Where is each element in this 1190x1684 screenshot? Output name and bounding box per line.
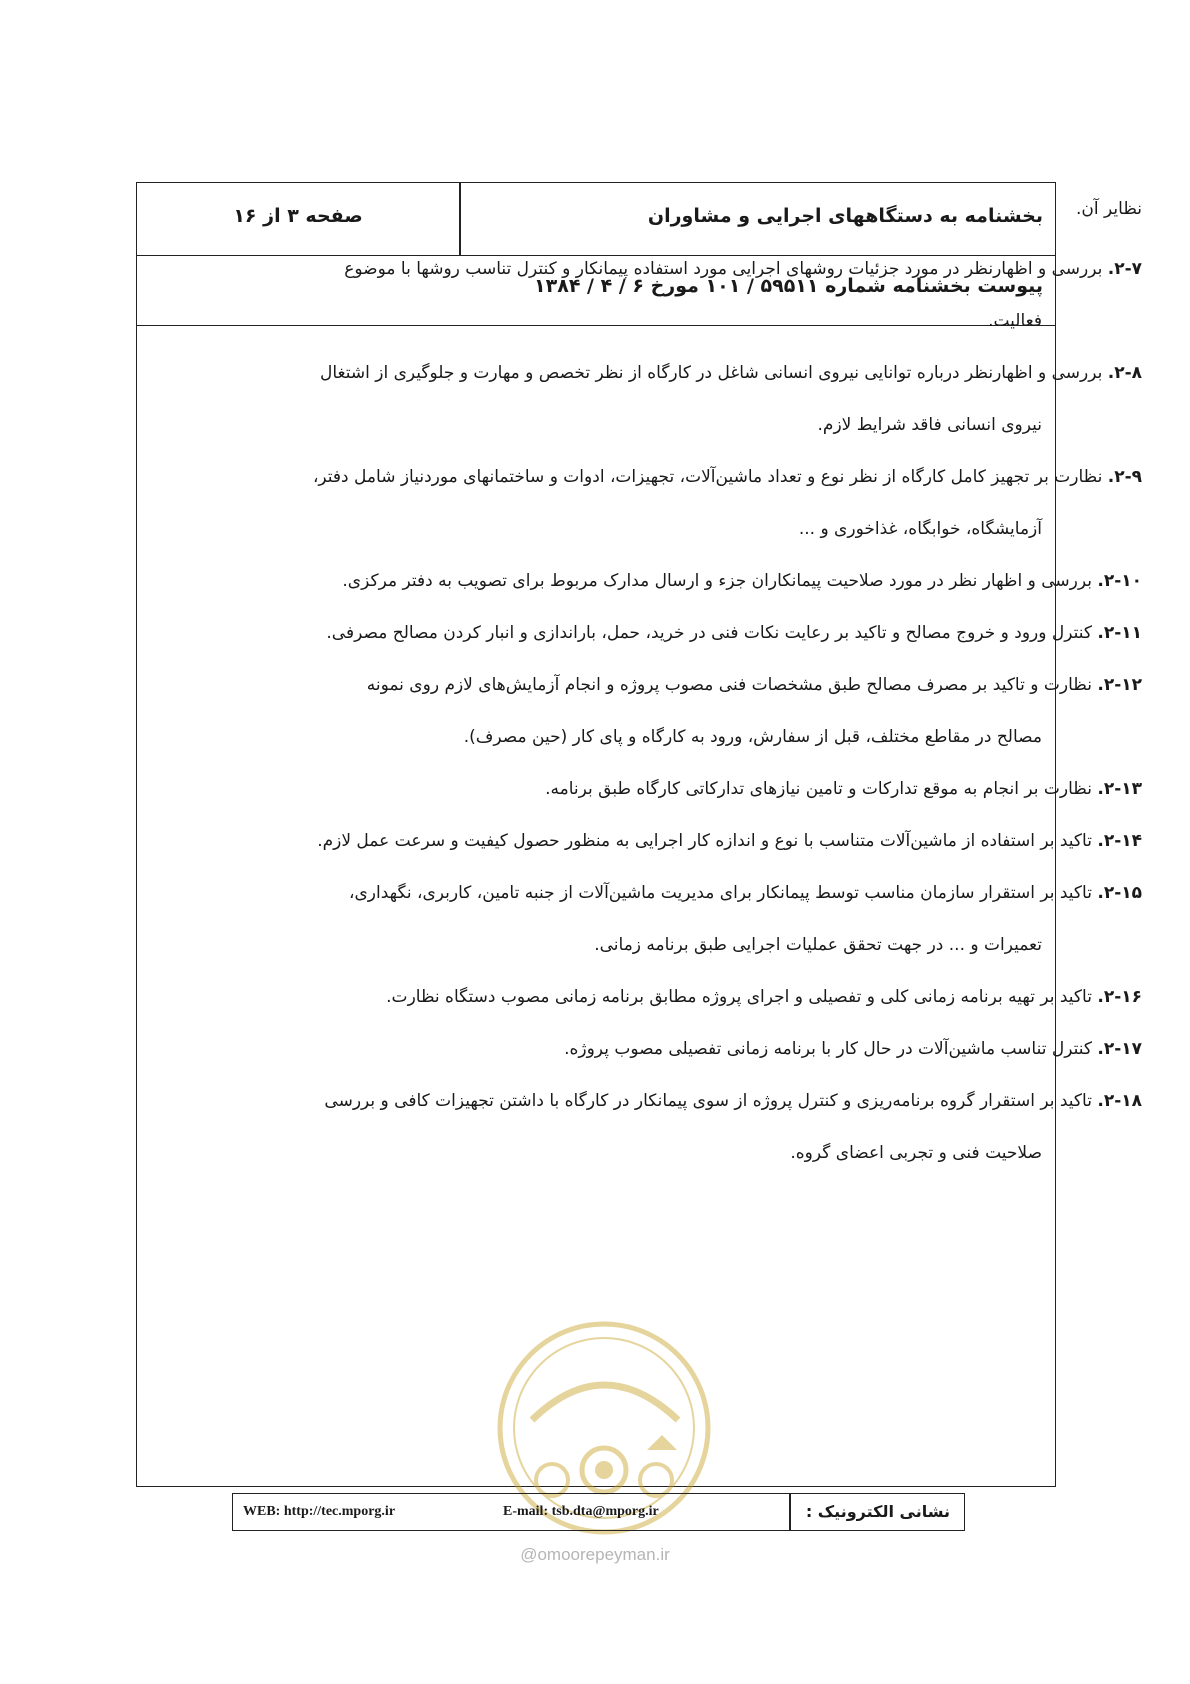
clause-text: بررسی و اظهارنظر درباره توانایی نیروی انسانی شاغل در کارگاه از نظر تخصص و مهارت و جلوگیری از اشتغال [320, 363, 1108, 383]
clause-continuation: آزمایشگاه، خوابگاه، غذاخوری و ... [798, 519, 1042, 539]
website-link[interactable]: WEB: http://tec.mporg.ir [243, 1504, 396, 1519]
clause-text: نظارت بر انجام به موقع تدارکات و تامین نیازهای تدارکاتی کارگاه طبق برنامه. [545, 779, 1098, 799]
clause-number: ۲-۱۷. [1097, 1039, 1142, 1059]
clause-item [40, 971, 1142, 1023]
email-link[interactable]: E-mail: tsb.dta@mporg.ir [503, 1504, 659, 1519]
clause-item [40, 555, 1142, 607]
page-number: صفحه ۳ از ۱۶ [233, 205, 363, 227]
footer-divider [789, 1494, 791, 1530]
clause-item [40, 763, 1142, 815]
document-title: بخشنامه به دستگاههای اجرایی و مشاوران [647, 205, 1043, 227]
clause-number: ۲-۱۴. [1097, 831, 1142, 851]
clause-item [40, 243, 1142, 295]
clause-text: بررسی و اظهارنظر در مورد جزئیات روشهای اجرایی مورد استفاده پیمانکار و کنترل تناسب روشها با موضوع [344, 259, 1108, 279]
document-body [40, 185, 1142, 1179]
clause-number: ۲-۱۰. [1097, 571, 1142, 591]
clause-item [40, 1023, 1142, 1075]
clause-continuation: مصالح در مقاطع مختلف، قبل از سفارش، ورود به کارگاه و پای کار (حین مصرف). [463, 727, 1042, 747]
clause-text: کنترل تناسب ماشین‌آلات در حال کار با برنامه زمانی تفصیلی مصوب پروژه. [564, 1039, 1098, 1059]
contact-label: نشانی الکترونیک : [805, 1502, 950, 1521]
clause-text: تاکید بر استقرار گروه برنامه‌ریزی و کنترل پروژه از سوی پیمانکار در کارگاه با داشتن تجهیزات کافی و بررسی [324, 1091, 1098, 1111]
clause-continuation: فعالیت. [988, 311, 1042, 331]
clause-continuation: صلاحیت فنی و تجربی اعضای گروه. [790, 1143, 1042, 1163]
clause-number: ۲-۸. [1107, 363, 1142, 383]
clause-item [40, 659, 1142, 711]
clause-text: کنترل ورود و خروج مصالح و تاکید بر رعایت نکات فنی در خرید، حمل، باراندازی و انبار کردن مصالح مصرفی. [326, 623, 1098, 643]
clause-text: تاکید بر استفاده از ماشین‌آلات متناسب با نوع و اندازه کار اجرایی به منظور حصول کیفیت و سرعت عمل لازم. [317, 831, 1098, 851]
clause-number: ۲-۱۱. [1097, 623, 1142, 643]
clause-item [40, 451, 1142, 503]
clause-number: ۲-۱۵. [1097, 883, 1142, 903]
clause-item [40, 815, 1142, 867]
footer-contact-box [232, 1493, 965, 1531]
clause-number: ۲-۱۶. [1097, 987, 1142, 1007]
intro-text: نظایر آن. [1076, 199, 1142, 219]
clause-list [40, 243, 1142, 1179]
clause-text: تاکید بر تهیه برنامه زمانی کلی و تفصیلی و اجرای پروژه مطابق برنامه زمانی مصوب دستگاه نظارت. [386, 987, 1098, 1007]
clause-text: نظارت و تاکید بر مصرف مصالح طبق مشخصات فنی مصوب پروژه و انجام آزمایش‌های لازم روی نمونه [366, 675, 1098, 695]
clause-number: ۲-۷. [1107, 259, 1142, 279]
attachment-reference: پیوست بخشنامه شماره ۵۹۵۱۱ / ۱۰۱ مورخ ۶ / ۴ / ۱۳۸۴ [534, 275, 1043, 297]
clause-text: نظارت بر تجهیز کامل کارگاه از نظر نوع و تعداد ماشین‌آلات، تجهیزات، ادوات و ساختمانهای موردنیاز شامل دفتر، [312, 467, 1108, 487]
clause-item [40, 867, 1142, 919]
clause-item [40, 347, 1142, 399]
clause-text: بررسی و اظهار نظر در مورد صلاحیت پیمانکاران جزء و ارسال مدارک مربوط برای تصویب به دفتر مرکزی. [342, 571, 1098, 591]
clause-item [40, 607, 1142, 659]
clause-number: ۲-۱۳. [1097, 779, 1142, 799]
clause-item [40, 1075, 1142, 1127]
clause-text: تاکید بر استقرار سازمان مناسب توسط پیمانکار برای مدیریت ماشین‌آلات از جنبه تامین، کاربری، نگهداری، [348, 883, 1098, 903]
clause-continuation: تعمیرات و ... در جهت تحقق عملیات اجرایی طبق برنامه زمانی. [594, 935, 1042, 955]
watermark-text: @omoorepeyman.ir [520, 1545, 670, 1564]
clause-continuation: نیروی انسانی فاقد شرایط لازم. [817, 415, 1042, 435]
clause-number: ۲-۱۸. [1097, 1091, 1142, 1111]
clause-number: ۲-۱۲. [1097, 675, 1142, 695]
clause-number: ۲-۹. [1107, 467, 1142, 487]
